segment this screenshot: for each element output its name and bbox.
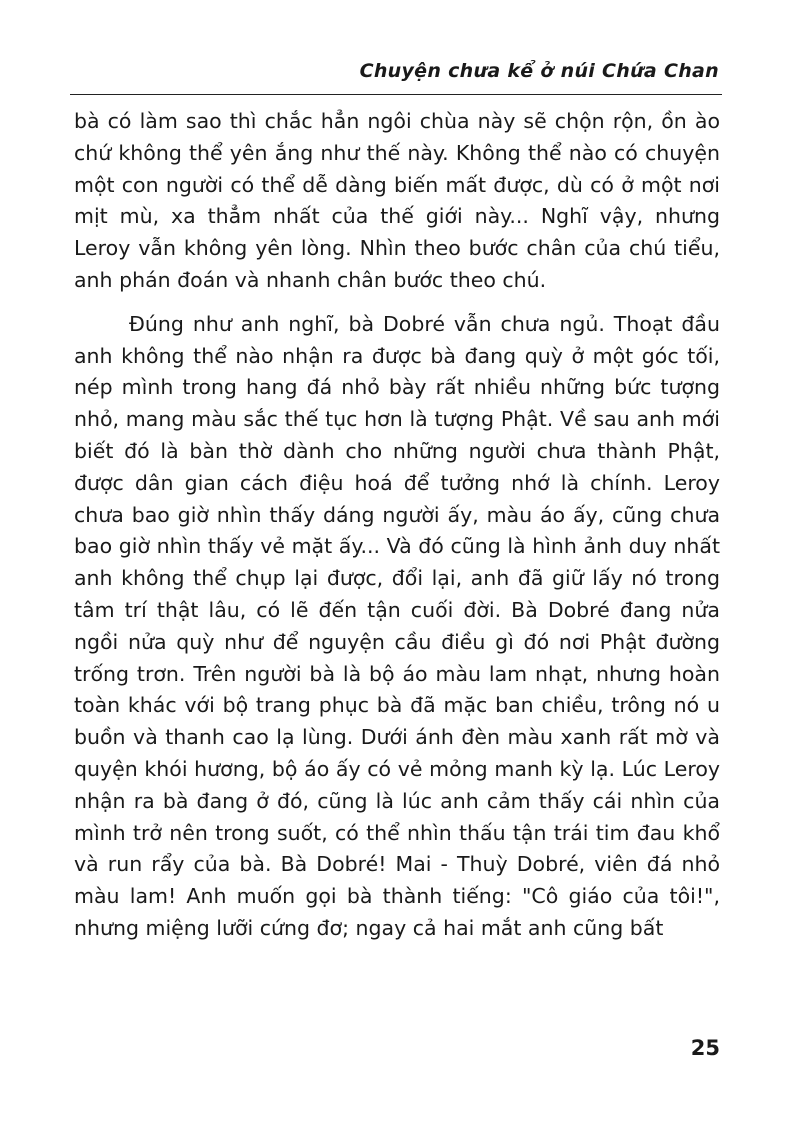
paragraph-1: bà có làm sao thì chắc hẳn ngôi chùa này sẽ chộn rộn, ồn ào chứ không thể yên ắng như thế này. Không thể nào có chuyện một con người có thể dễ dàng biến mất được, dù có ở một nơi mịt mù, xa thẳm nhất của thế giới này... Nghĩ vậy, nhưng Leroy vẫn không yên lòng. Nhìn theo bước chân của chú tiểu, anh phán đoán và nhanh chân bước theo chú.: [74, 109, 720, 292]
body-text: [74, 106, 720, 945]
running-head: Chuyện chưa kể ở núi Chứa Chan: [359, 60, 719, 82]
paragraph-2: Đúng như anh nghĩ, bà Dobré vẫn chưa ngủ. Thoạt đầu anh không thể nào nhận ra được bà đang quỳ ở một góc tối, nép mình trong hang đá nhỏ bày rất nhiều những bức tượng nhỏ, mang màu sắc thế tục hơn là tượng Phật. Về sau anh mới biết đó là bàn thờ dành cho những người chưa thành Phật, được dân gian cách điệu hoá để tưởng nhớ là chính. Leroy chưa bao giờ nhìn thấy dáng người ấy, màu áo ấy, cũng chưa bao giờ nhìn thấy vẻ mặt ấy... Và đó cũng là hình ảnh duy nhất anh không thể chụp lại được, đổi lại, anh đã giữ lấy nó trong tâm trí thật lâu, có lẽ đến tận cuối đời. Bà Dobré đang nửa ngồi nửa quỳ như để nguyện cầu điều gì đó nơi Phật đường trống trơn. Trên người bà là bộ áo màu lam nhạt, nhưng hoàn toàn khác với bộ trang phục bà đã mặc ban chiều, trông nó u buồn và thanh cao lạ lùng. Dưới ánh đèn màu xanh rất mờ và quyện khói hương, bộ áo ấy có vẻ mỏng manh kỳ lạ. Lúc Leroy nhận ra bà đang ở đó, cũng là lúc anh cảm thấy cái nhìn của mình trở nên trong suốt, có thể nhìn thấu tận trái tim đau khổ và run rẩy của bà. Bà Dobré! Mai - Thuỳ Dobré, viên đá nhỏ màu lam! Anh muốn gọi bà thành tiếng: "Cô giáo của tôi!", nhưng miệng lưỡi cứng đơ; ngay cả hai mắt anh cũng bất: [74, 311, 720, 940]
header-rule: [70, 94, 722, 95]
page-number: 25: [690, 1036, 720, 1060]
